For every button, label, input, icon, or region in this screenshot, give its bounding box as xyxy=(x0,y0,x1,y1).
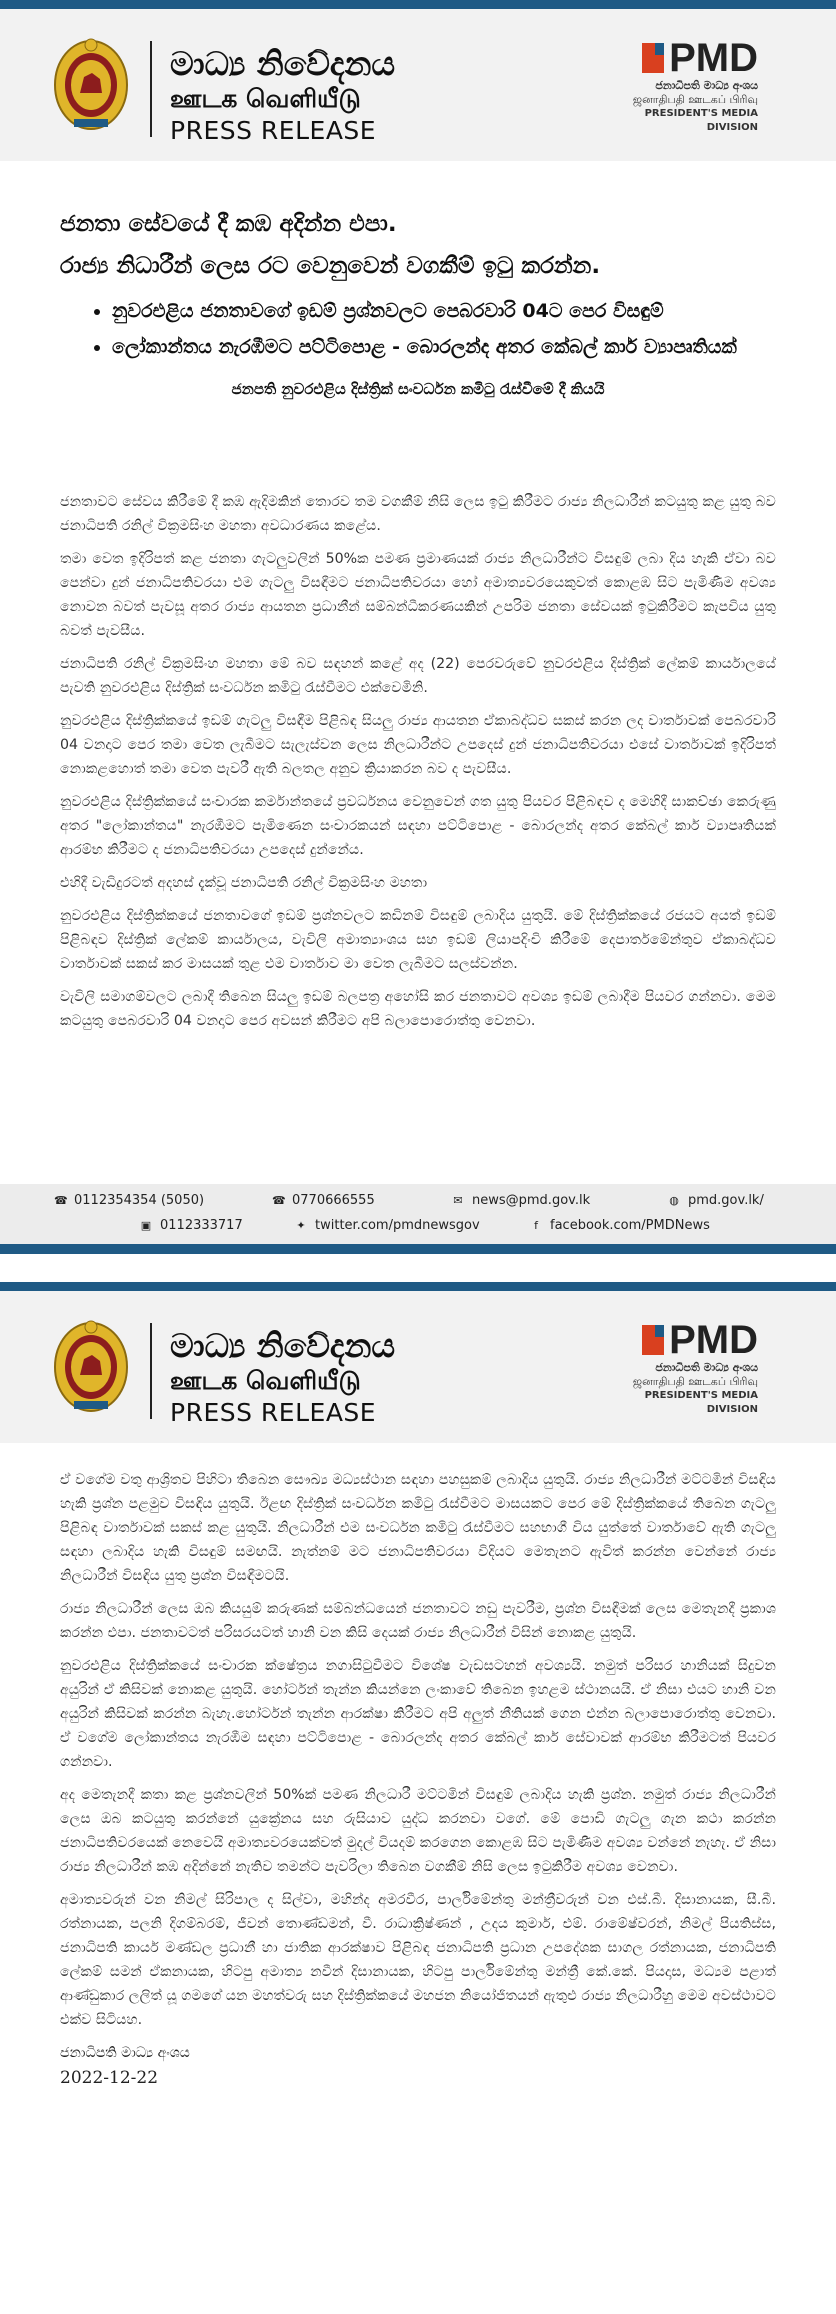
pmd-sub-tamil: ஜனாதிபதி ஊடகப் பிரிவு xyxy=(632,1375,758,1388)
contact-web[interactable] xyxy=(668,1193,764,1208)
title-sinhala: මාධ්‍ය නිවේදනය xyxy=(170,44,396,83)
twitter-text[interactable]: twitter.com/pmdnewsgov xyxy=(315,1218,480,1233)
phone-1-text: 0112354354 (5050) xyxy=(74,1193,205,1208)
pmd-logo-block xyxy=(606,1319,758,1417)
paragraph: ඒ වගේම වතු ආශ්‍රිතව පිහිටා තිබෙන සෞඛ්‍ය මධ්‍යස්ථාන සඳහා පහසුකම් ලබාදිය යුතුයි. රාජ්‍ය නිලධාරීන් මට්ටමින් විසඳිය හැකි ප්‍රශ්න පළමුව විසඳිය යුතුයි. ඊළඟ දිස්ත්‍රික් සංවර්ධන කමිටු රැස්වීමට මාසයකට පෙර මේ දිස්ත්‍රික්කයේ තිබෙන ගැටලු පිළිබඳ වාර්තාවක් සකස් කළ යුතුයි. නිලධාරීන් එම සංවර්ධන කමිටු රැස්වීමට සහභාගී විය යුත්තේ වාර්තාවේ ඇති ගැටලු සඳහා ලබාදිය හැකි විසඳුම් සමඟයි. නැත්නම් මට ජනාධිපතිවරයා විදියට මෙතැනට ඇවිත් කරන්න වෙන්නේ රාජ්‍ය නිලධාරීන් විසඳිය යුතු ප්‍රශ්න විසඳීමටයි. xyxy=(60,1472,776,1584)
page-gap xyxy=(0,1254,836,1282)
letterhead xyxy=(0,9,836,161)
pmd-sub-tamil: ஜனாதிபதி ஊடகப் பிரிவு xyxy=(632,93,758,106)
mobile-icon: ☎ xyxy=(272,1193,286,1207)
header-divider xyxy=(150,41,152,137)
email-icon: ✉ xyxy=(453,1193,463,1207)
paragraph: ජනාධිපති රනිල් වික්‍රමසිංහ මහතා මේ බව සඳහන් කළේ අද (22) පෙරවරුවේ නුවරඑළිය දිස්ත්‍රික් ලේකම් කාර්යාලයේ පැවති නුවරඑළිය දිස්ත්‍රික් සංවර්ධන කමිටු රැස්වීමට එක්වෙමිනි. xyxy=(60,656,776,696)
sri-lanka-emblem-icon xyxy=(52,35,130,133)
contact-footer xyxy=(0,1184,836,1244)
facebook-text[interactable]: facebook.com/PMDNews xyxy=(550,1218,710,1233)
headline-bullet: • නුවරඑළිය ජනතාවගේ ඉඩම් ප්‍රශ්නවලට පෙබරවාරි 04ට පෙර විසඳුම් xyxy=(112,296,776,326)
headline-line-2: රාජ්‍ය නිධාරීන් ලෙස රට වෙනුවෙන් වගකීම් ඉටු කරන්න. xyxy=(60,253,601,279)
title-english: PRESS RELEASE xyxy=(170,1398,377,1427)
signature-division: ජනාධිපති මාධ්‍ය අංශය xyxy=(60,2045,190,2061)
contact-fax xyxy=(140,1218,243,1233)
headline-line-1: ජනතා සේවයේ දී කඹ අදින්න එපා. xyxy=(60,211,397,237)
fax-icon: ▣ xyxy=(140,1218,152,1232)
footer-stripe xyxy=(0,1244,836,1254)
headline-block xyxy=(60,208,776,398)
facebook-icon: f xyxy=(534,1218,538,1232)
paragraph: වැවිලි සමාගම්වලට ලබාදී තිබෙන සියලු ඉඩම් බලපත්‍ර අහෝසි කර ජනතාවට අවශ්‍ය ඉඩම් ලබාදීම පියවර ගන්නවා. මෙම කටයුතු පෙබරවාරි 04 වනදාට පෙර අවසන් කිරීමට අපි බලාපොරොත්තු වෙනවා. xyxy=(60,989,776,1029)
paragraph: රාජ්‍ය නිලධාරීන් ලෙස ඔබ කියයුම් කරුණක් සම්බන්ධයෙන් ජනතාවට නඩු පැවරීම, ප්‍රශ්න විසඳීමක් ලෙස මෙතැනදී ප්‍රකාශ කරන්න එපා. ජනතාවටත් පරිසරයටත් හානි වන කිසි දෙයක් රාජ්‍ය නිලධාරීන් විසින් නොකළ යුතුයි. xyxy=(60,1601,776,1641)
pmd-logo-text: PMD xyxy=(669,1318,758,1362)
letterhead xyxy=(0,1291,836,1443)
paragraph: එහිදී වැඩිදුරටත් අදහස් දැක්වූ ජනාධිපති රනිල් වික්‍රමසිංහ මහතා xyxy=(60,875,428,891)
pmd-mark-icon xyxy=(642,43,664,73)
email-text[interactable]: news@pmd.gov.lk xyxy=(472,1193,591,1208)
pmd-logo-text: PMD xyxy=(669,36,758,80)
paragraph: තමා වෙත ඉදිරිපත් කළ ජනතා ගැටලුවලින් 50%ක පමණ ප්‍රමාණයක් රාජ්‍ය නිලධාරීන්ට විසඳුම් ලබා දිය හැකි ඒවා බව පෙන්වා දුන් ජනාධිපතිවරයා එම ගැටලු විසඳීමට ජනාධිපතිවරයා හෝ අමාත්‍යවරයෙකුවත් කොළඹ සිට පැමිණීම අවශ්‍ය නොවන බවත් පැවසූ අතර රාජ්‍ය ආයතන ප්‍රධානීන් සම්බන්ධීකරණයකින් උපරිම ජනතා සේවයක් ඉටුකිරීමට කැපවිය යුතු බවත් පැවසීය. xyxy=(60,551,776,639)
release-date: 2022-12-22 xyxy=(60,2068,159,2088)
headline-bullets xyxy=(60,296,776,362)
contact-mobile xyxy=(272,1193,375,1208)
headline-bullet: • ලෝකාන්තය නැරඹීමට පට්ටිපොළ - බොරලන්ද අතර කේබල් කාර් ව්‍යාපෘතියක් xyxy=(112,332,776,362)
paragraph: නුවරඑළිය දිස්ත්‍රික්කයේ සංචාරක කර්මාන්තයේ ප්‍රවර්ධනය වෙනුවෙන් ගත යුතු පියවර පිළිබඳව ද මෙහිදී සාකච්ඡා කෙරුණු අතර "ලෝකාන්තය" නැරඹීමට පැමිණෙන සංචාරකයන් සඳහා පට්ටිපොළ - බොරලන්ද අතර කේබල් කාර් ව්‍යාපෘතියක් ආරම්භ කිරීමට ද ජනාධිපතිවරයා උපදෙස් දුන්නේය. xyxy=(60,794,776,858)
press-release-page-2 xyxy=(0,1282,836,2314)
mobile-text: 0770666555 xyxy=(292,1193,375,1208)
pmd-logo-block xyxy=(606,37,758,135)
pmd-sub-sinhala: ජනාධිපති මාධ්‍ය අංශය xyxy=(655,79,758,92)
header-titles xyxy=(170,1327,395,1429)
paragraph: නුවරඑළිය දිස්ත්‍රික්කයේ ඉඩම් ගැටලු විසඳීම පිළිබඳ සියලු රාජ්‍ය ආයතන ඒකාබද්ධව සකස් කරන ලද වාර්තාවක් පෙබරවාරි 04 වනදාට පෙර තමා වෙත ලැබීමට සැලැස්වන ලෙස නිලධාරීන්ට උපදෙස් දුන් ජනාධිපතිවරයා එසේ වාර්තාවක් ඉදිරිපත් නොකළහොත් තමා වෙත පැවරී ඇති බලතල අනුව ක්‍රියාකරන බව ද පැවසීය. xyxy=(60,713,776,777)
body-page-2 xyxy=(60,1468,776,2091)
paragraph: නුවරඑළිය දිස්ත්‍රික්කයේ ජනතාවගේ ඉඩම් ප්‍රශ්නවලට කඩිනම් විසඳුම් ලබාදිය යුතුයි. මේ දිස්ත්‍රික්කයේ රජයට අයත් ඉඩම් පිළිබඳව දිස්ත්‍රික් ලේකම් කාර්යාලය, වැවිලි අමාත්‍යාංශය සහ ඉඩම් ලියාපදිංචි කිරීමේ දෙපාර්තමේන්තුව ඒකාබද්ධව වාර්තාවක් සකස් කර මාසයක් තුළ එම වාර්තාව මා වෙත ලැබීමට සලස්වන්න. xyxy=(60,908,776,972)
paragraph: අමාත්‍යවරුන් වන නිමල් සිරිපාල ද සිල්වා, මහින්ද අමරවීර, පාර්ලිමේන්තු මන්ත්‍රීවරුන් වන එස්.බී. දිසානායක, සී.බී. රත්නායක, පලනි දිගම්බරම්, ජීවන් තොණ්ඩමන්, වී. රාධාක්‍රිෂ්ණන් , උදය කුමාර්, එම්. රාමේෂ්වරන්, නිමල් පියතිස්ස, ජනාධිපති කාර්ය මණ්ඩල ප්‍රධානී හා ජාතික ආරක්ෂාව පිළිබඳ ජනාධිපති ප්‍රධාන උපදේශක සාගල රත්නායක, ජනාධිපති ලේකම් සමන් ඒකනායක, හිටපු අමාත්‍ය නවීන් දිසානායක, හිටපු පාර්ලිමේන්තු මන්ත්‍රී කේ.කේ. පියදාස, මධ්‍යම පළාත් ආණ්ඩුකාර ලලිත් යූ ගමගේ යන මහත්වරු සහ දිස්ත්‍රික්කයේ මහජන නියෝජිතයන් ඇතුළු රාජ්‍ය නිලධාරීහු මෙම අවස්ථාවට එක්ව සිටියහ. xyxy=(60,1892,776,2028)
phone-icon: ☎ xyxy=(54,1193,68,1207)
contact-email[interactable] xyxy=(452,1193,590,1208)
top-stripe xyxy=(0,1282,836,1291)
twitter-icon: ✦ xyxy=(296,1218,306,1232)
subheading: ජනපති නුවරඑළිය දිස්ත්‍රික් සංවර්ධන කමිටු රැස්වීමේ දී කියයි xyxy=(231,380,605,398)
header-titles xyxy=(170,45,395,147)
pmd-sub-english: PRESIDENT'S MEDIA DIVISION xyxy=(644,108,758,133)
pmd-mark-icon xyxy=(642,1325,664,1355)
phone-2-text: 0112333717 xyxy=(160,1218,243,1233)
paragraph: අද මෙතැනදී කතා කළ ප්‍රශ්නවලින් 50%ක් පමණ නිලධාරී මට්ටමින් විසඳුම් ලබාදිය හැකි ප්‍රශ්න. නමුත් රාජ්‍ය නිලධාරීන් ලෙස ඔබ කටයුතු කරන්නේ යුක්‍රේනය සහ රුසියාව යුද්ධ කරනවා වගේ. මේ පොඩි ගැටලු ගැන කථා කරන්න ජනාධිපතිවරයෙක් නෙවෙයි අමාත්‍යවරයෙක්වත් මුදල් වියදම් කරගෙන කොළඹ සිට පැමිණීම අවශ්‍ය වන්නේ නැහැ. ඒ නිසා රාජ්‍ය නිලධාරීන් කඹ අදින්නේ නැතිව තමන්ට පැවරිලා තිබෙන වගකීම් නිසි ලෙස ඉටුකිරීම අවශ්‍ය වෙනවා. xyxy=(60,1787,776,1875)
contact-phone-1 xyxy=(54,1193,204,1208)
pmd-logo xyxy=(606,37,758,79)
sri-lanka-emblem-icon xyxy=(52,1317,130,1415)
pmd-logo xyxy=(606,1319,758,1361)
title-sinhala: මාධ්‍ය නිවේදනය xyxy=(170,1326,396,1365)
pmd-sub-english: PRESIDENT'S MEDIA DIVISION xyxy=(644,1390,758,1415)
top-stripe xyxy=(0,0,836,9)
header-divider xyxy=(150,1323,152,1419)
web-text[interactable]: pmd.gov.lk/ xyxy=(688,1193,764,1208)
paragraph: නුවරඑළිය දිස්ත්‍රික්කයේ සංචාරක ක්ෂේත්‍රය නගාසිටුවීමට විශේෂ වැඩසටහන් අවශ්‍යයි. නමුත් පරිසර හානියක් සිදුවන අයුරින් ඒ කිසිවක් නොකළ යුතුයි. හෝර්ටන් තැන්න කියන්නෙ ලංකාවේ තිබෙන ඉහළම ස්ථානයයි. ඒ නිසා එයට හානි වන අයුරින් කිසිවක් කරන්න බැහැ.හෝර්ටන් තැන්න ආරක්ෂා කිරීමට අපි අලුත් නීතියක් ගෙන එන්න බලාපොරොත්තු වෙනවා. ඒ වගේම ලෝකාන්තය නැරඹීම සඳහා පට්ටිපොළ - බොරලන්ද අතර කේබල් කාර් සේවාවක් ආරම්භ කිරීමටත් පියවර ගන්නවා. xyxy=(60,1658,776,1770)
body-page-1 xyxy=(60,490,776,1042)
contact-twitter[interactable] xyxy=(295,1218,480,1233)
contact-facebook[interactable] xyxy=(530,1218,710,1233)
paragraph: ජනතාවට සේවය කිරීමේ දී කඹ ඇදිමකින් තොරව තම වගකීම් නිසි ලෙස ඉටු කිරීමට රාජ්‍ය නිලධාරීන් කටයුතු කළ යුතු බව ජනාධිපති රනිල් වික්‍රමසිංහ මහතා අවධාරණය කළේය. xyxy=(60,494,776,534)
title-tamil: ஊடக வெளியீடு xyxy=(170,1366,361,1395)
globe-icon: ◍ xyxy=(669,1193,679,1207)
title-english: PRESS RELEASE xyxy=(170,116,377,145)
pmd-sub-sinhala: ජනාධිපති මාධ්‍ය අංශය xyxy=(655,1361,758,1374)
title-tamil: ஊடக வெளியீடு xyxy=(170,84,361,113)
